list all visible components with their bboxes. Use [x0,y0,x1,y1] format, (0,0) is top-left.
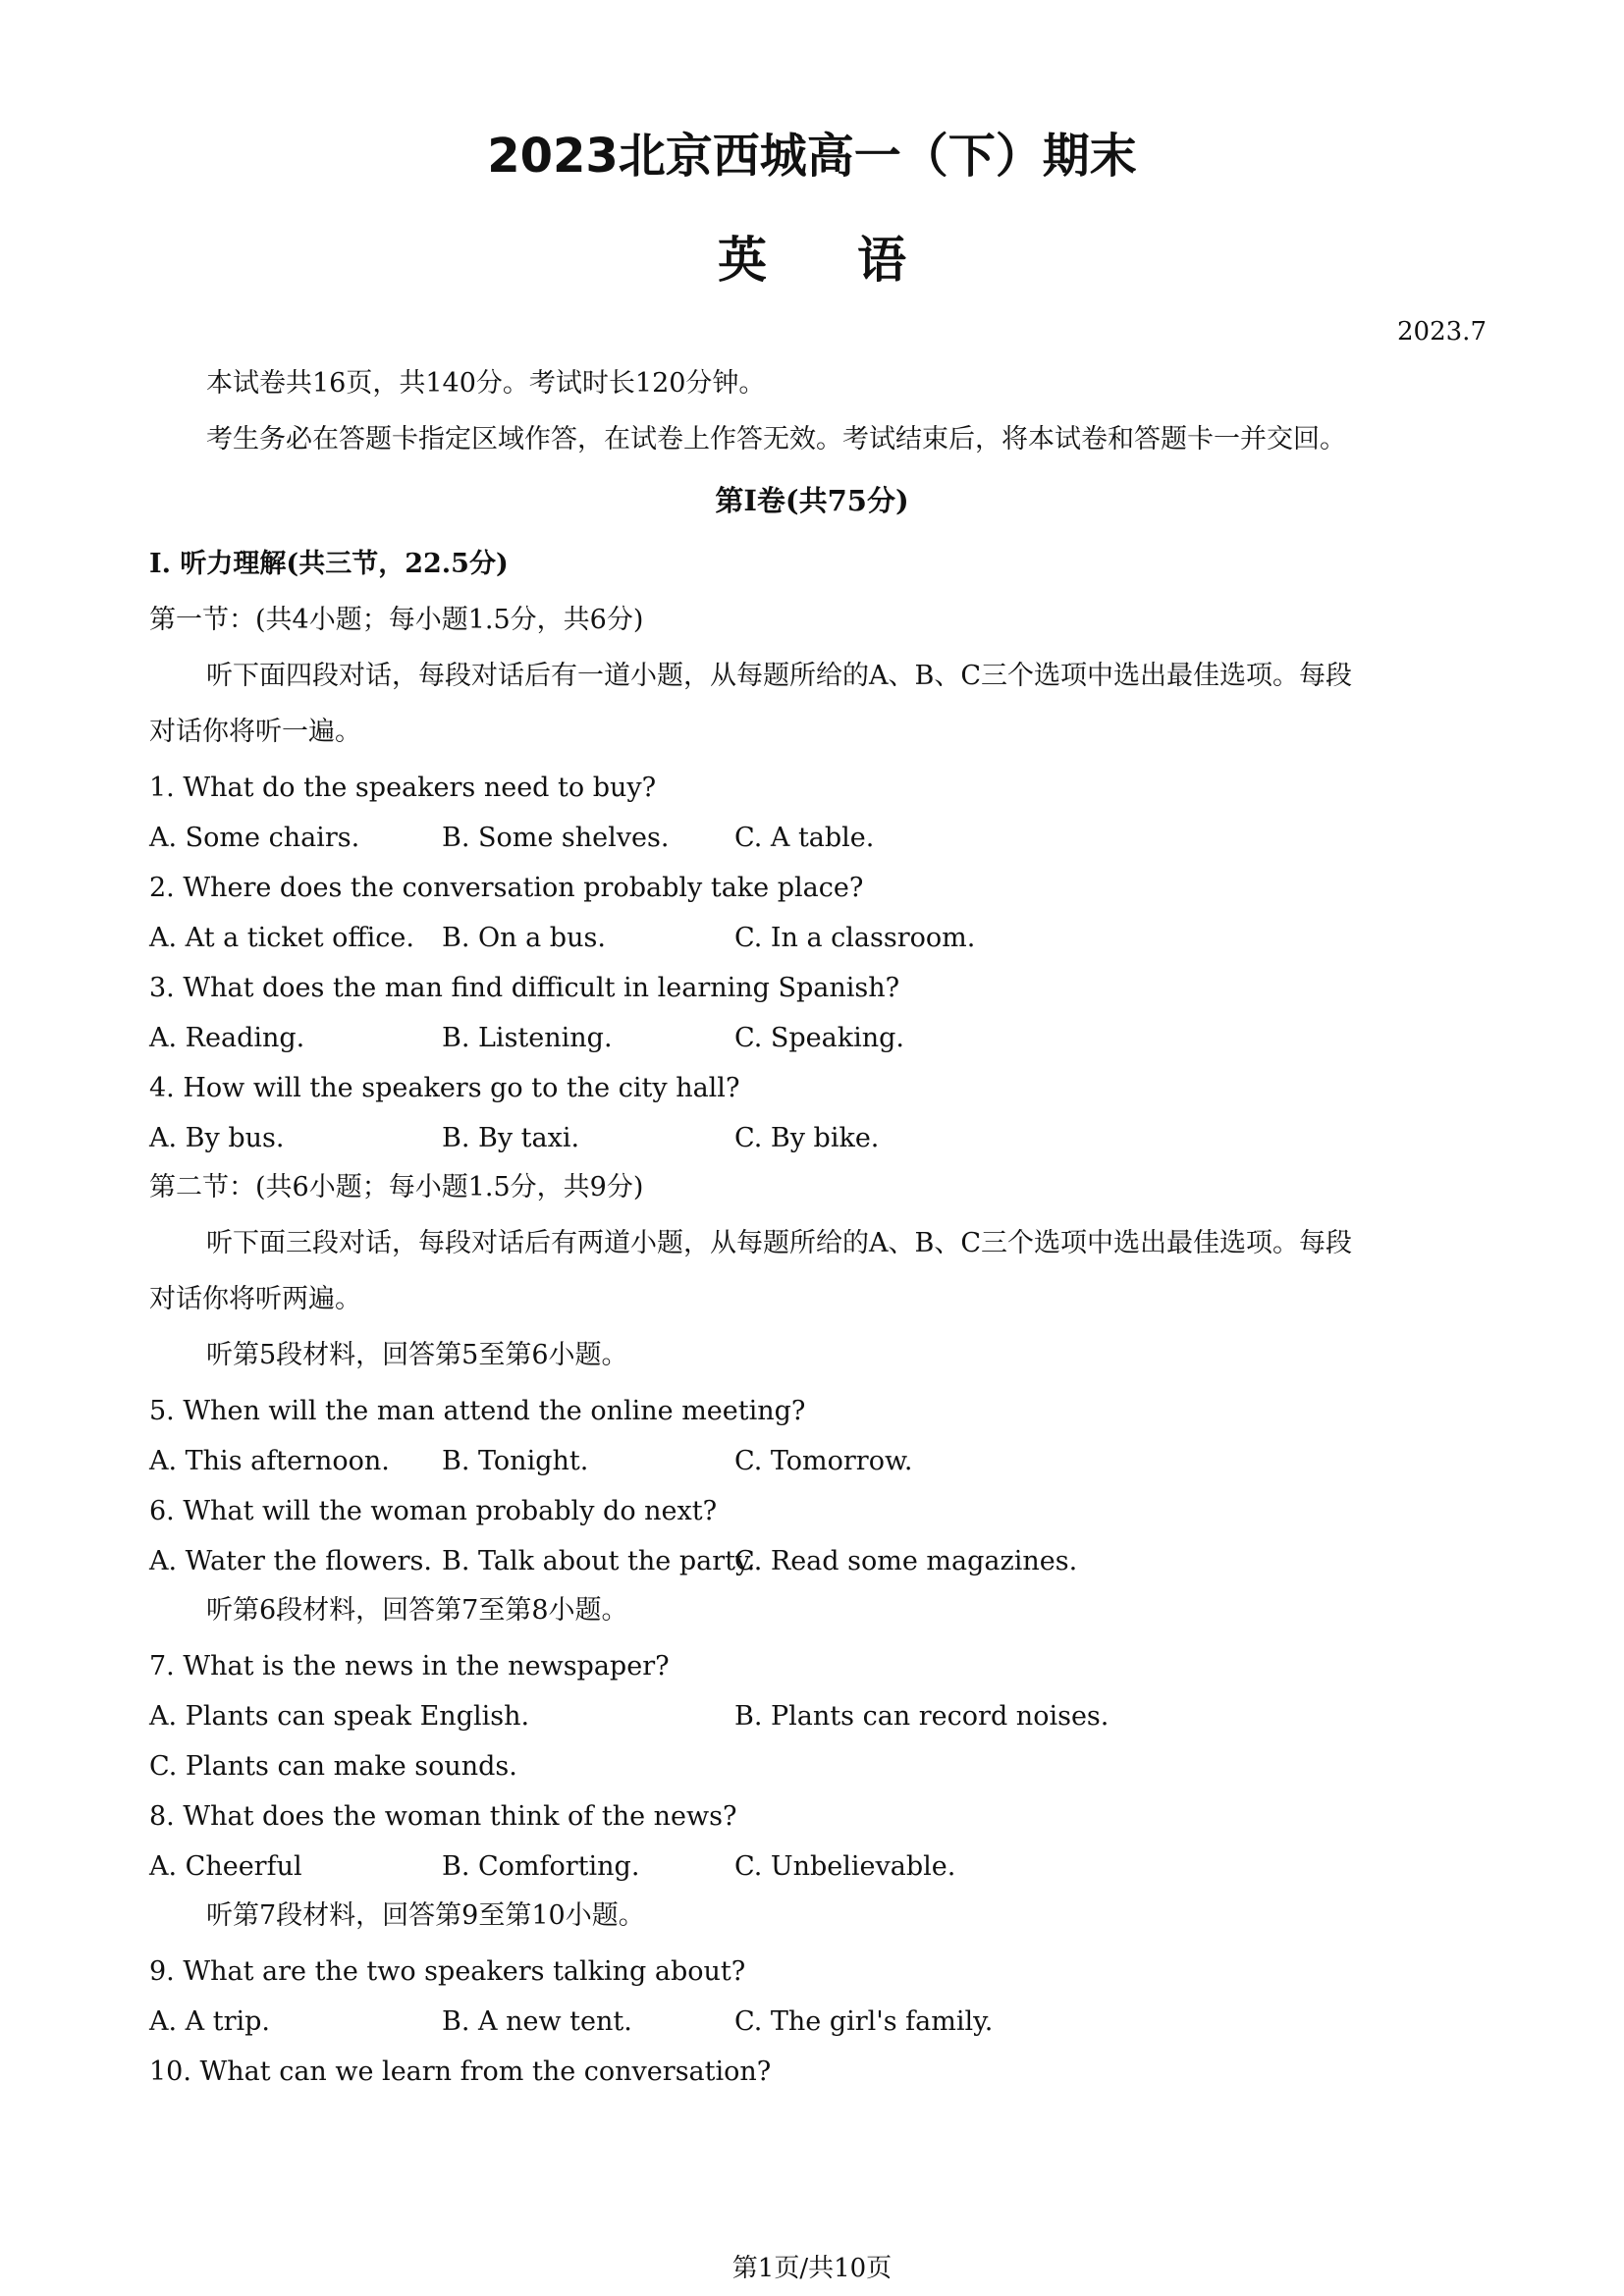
sub-section-1-title: 第一节：(共4小题；每小题1.5分，共6分) [149,605,644,635]
question-3-option-a: A. Reading. [149,1023,305,1053]
section-title: I. 听力理解(共三节，22.5分) [149,549,509,579]
question-1-option-a: A. Some chairs. [149,823,360,853]
question-4-option-c: C. By bike. [734,1123,880,1153]
question-2-option-b: B. On a bus. [442,923,606,953]
question-7-option-b: B. Plants can record noises. [734,1701,1110,1732]
question-1-stem: 1. What do the speakers need to buy? [149,773,657,803]
question-4-stem: 4. How will the speakers go to the city hall? [149,1073,740,1103]
question-3-stem: 3. What does the man find difficult in learning Spanish? [149,973,900,1003]
sub-section-1-instruction-2: 对话你将听一遍。 [149,717,361,747]
question-6-option-b: B. Talk about the party. [442,1546,756,1576]
material-7-instruction: 听第7段材料，回答第9至第10小题。 [206,1900,645,1931]
question-2-option-a: A. At a ticket office. [149,923,414,953]
question-5-stem: 5. When will the man attend the online meeting? [149,1396,806,1426]
question-9-stem: 9. What are the two speakers talking about? [149,1956,746,1987]
question-6-stem: 6. What will the woman probably do next? [149,1496,718,1526]
question-2-option-c: C. In a classroom. [734,923,976,953]
question-5-option-a: A. This afternoon. [149,1446,390,1476]
question-9-option-a: A. A trip. [149,2006,271,2037]
question-3-option-b: B. Listening. [442,1023,613,1053]
question-8-stem: 8. What does the woman think of the news? [149,1801,737,1832]
question-8-option-a: A. Cheerful [149,1851,302,1882]
material-5-instruction: 听第5段材料，回答第5至第6小题。 [206,1340,628,1370]
question-6-option-c: C. Read some magazines. [734,1546,1078,1576]
intro-line-2: 考生务必在答题卡指定区域作答，在试卷上作答无效。考试结束后，将本试卷和答题卡一并交回。 [206,424,1346,454]
part-heading: 第I卷(共75分) [715,484,909,517]
question-4-option-b: B. By taxi. [442,1123,580,1153]
question-5-option-b: B. Tonight. [442,1446,589,1476]
question-3-option-c: C. Speaking. [734,1023,904,1053]
question-7-option-c: C. Plants can make sounds. [149,1751,517,1782]
intro-line-1: 本试卷共16页，共140分。考试时长120分钟。 [206,368,766,399]
exam-date: 2023.7 [1397,317,1487,347]
question-1-option-c: C. A table. [734,823,875,853]
page-number: 第1页/共10页 [731,2254,893,2283]
question-7-option-a: A. Plants can speak English. [149,1701,530,1732]
question-10-stem: 10. What can we learn from the conversation? [149,2056,772,2087]
subject-title: 英语 [718,232,997,289]
question-9-option-c: C. The girl's family. [734,2006,994,2037]
question-1-option-b: B. Some shelves. [442,823,670,853]
sub-section-2-instruction-2: 对话你将听两遍。 [149,1284,361,1314]
question-8-option-b: B. Comforting. [442,1851,640,1882]
exam-title: 2023北京西城高一（下）期末 [487,129,1137,184]
question-6-option-a: A. Water the flowers. [149,1546,432,1576]
sub-section-1-instruction-1: 听下面四段对话，每段对话后有一道小题，从每题所给的A、B、C三个选项中选出最佳选项。每段 [206,661,1352,691]
question-8-option-c: C. Unbelievable. [734,1851,956,1882]
sub-section-2-title: 第二节：(共6小题；每小题1.5分，共9分) [149,1172,644,1202]
question-5-option-c: C. Tomorrow. [734,1446,913,1476]
question-4-option-a: A. By bus. [149,1123,285,1153]
question-7-stem: 7. What is the news in the newspaper? [149,1651,670,1682]
sub-section-2-instruction-1: 听下面三段对话，每段对话后有两道小题，从每题所给的A、B、C三个选项中选出最佳选项。每段 [206,1228,1352,1258]
question-9-option-b: B. A new tent. [442,2006,632,2037]
material-6-instruction: 听第6段材料，回答第7至第8小题。 [206,1595,628,1626]
question-2-stem: 2. Where does the conversation probably take place? [149,873,864,903]
